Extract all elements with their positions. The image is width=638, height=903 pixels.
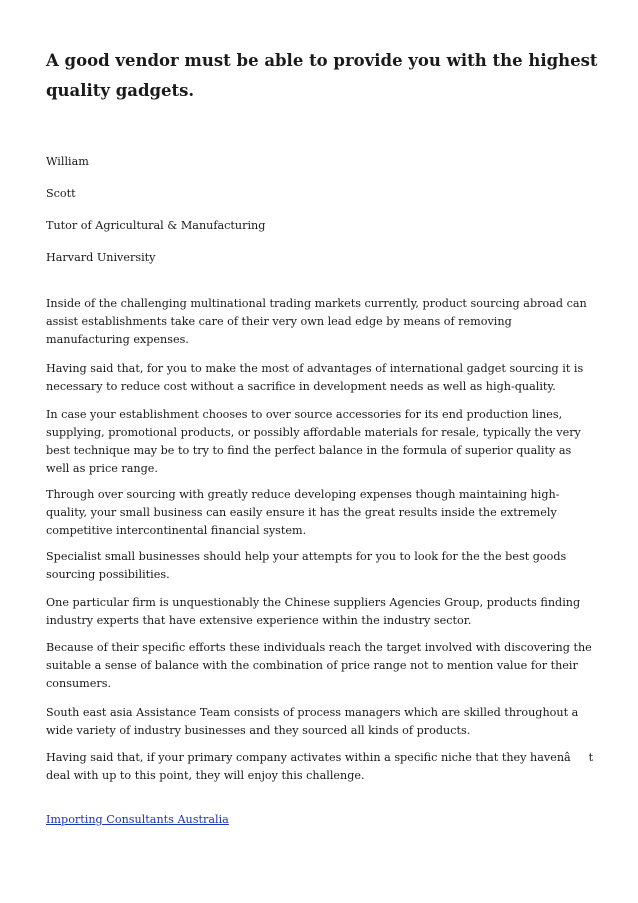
paragraph-2: Having said that, for you to make the most of advantages of international gadget sourcing it is necessary to reduce cost without a sacrifice in development needs as well as high-quality. <box>46 362 584 393</box>
paragraph-8: South east asia Assistance Team consists of process managers which are skilled throughout a wide variety of industry businesses and they sourced all kinds of products. <box>46 706 579 737</box>
paragraph-6: One particular firm is unquestionably the Chinese suppliers Agencies Group, products finding industry experts that have extensive experience within the industry sector. <box>46 596 581 627</box>
paragraph-1: Inside of the challenging multinational trading markets currently, product sourcing abroad can assist establishments take care of their very own lead edge by means of removing manufacturing expenses. <box>46 297 587 346</box>
paragraph-3: In case your establishment chooses to over source accessories for its end production lines, supplying, promotional products, or possibly affordable materials for resale, typically the very best technique may be to try to find the perfect balance in the formula of superior quality as well as price range. <box>46 408 581 475</box>
paragraph-9: Having said that, if your primary company activates within a specific niche that they havenât deal with up to this point, they will enjoy this challenge. <box>46 751 594 782</box>
paragraph-7: Because of their specific efforts these individuals reach the target involved with discovering the suitable a sense of balance with the combination of price range not to mention value for their consumers. <box>46 641 592 690</box>
author-first-name: William <box>46 155 89 168</box>
importing-consultants-link[interactable]: Importing Consultants Australia <box>46 813 229 826</box>
author-last-name: Scott <box>46 187 76 200</box>
author-institution: Harvard University <box>46 251 156 264</box>
document-title: A good vendor must be able to provide you with the highest quality gadgets. <box>46 51 598 100</box>
paragraph-5: Specialist small businesses should help your attempts for you to look for the the best goods sourcing possibilities. <box>46 550 567 581</box>
paragraph-4: Through over sourcing with greatly reduce developing expenses though maintaining high-quality, your small business can easily ensure it has the great results inside the extremely competitive intercontinental financial system. <box>46 488 560 537</box>
author-position: Tutor of Agricultural & Manufacturing <box>46 219 266 232</box>
